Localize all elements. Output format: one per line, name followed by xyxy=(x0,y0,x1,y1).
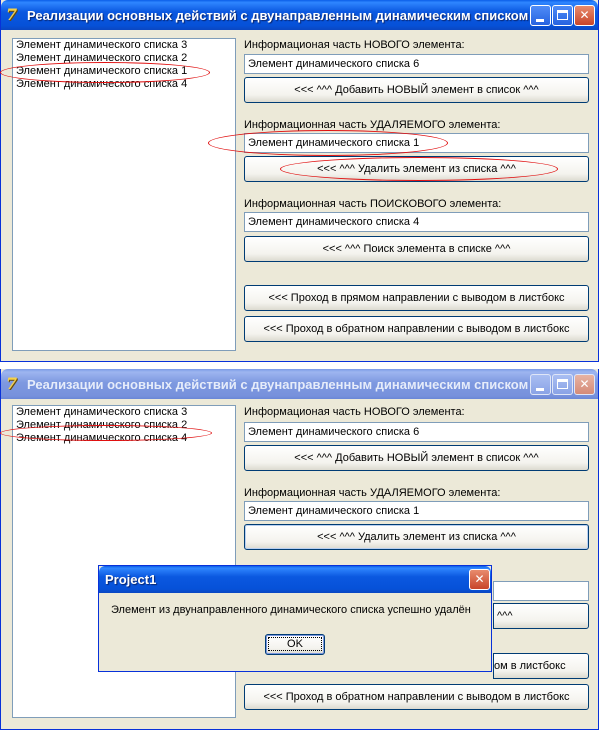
list-item[interactable]: Элемент динамического списка 4 xyxy=(16,432,188,444)
maximize-icon xyxy=(557,10,568,20)
main-window-after xyxy=(0,369,599,730)
list-item[interactable]: Элемент динамического списка 2 xyxy=(16,419,188,431)
delete-element-label: Информационная часть УДАЛЯЕМОГО элемента: xyxy=(244,487,501,499)
maximize-button[interactable] xyxy=(552,374,573,395)
new-element-input[interactable]: Элемент динамического списка 6 xyxy=(244,54,589,74)
main-window-before xyxy=(0,0,599,362)
minimize-icon xyxy=(536,19,544,22)
delete-element-button[interactable]: <<< ^^^ Удалить элемент из списка ^^^ xyxy=(244,524,589,550)
list-item[interactable]: Элемент динамического списка 3 xyxy=(16,406,188,418)
list-item[interactable]: Элемент динамического списка 4 xyxy=(16,78,188,90)
close-icon: ✕ xyxy=(474,572,485,586)
delete-element-input[interactable]: Элемент динамического списка 1 xyxy=(244,133,589,153)
delete-element-button[interactable]: <<< ^^^ Удалить элемент из списка ^^^ xyxy=(244,156,589,182)
highlight-ellipse-list-item xyxy=(0,62,210,83)
backward-traversal-button[interactable]: <<< Проход в обратном направлении с выводом в листбокс xyxy=(244,684,589,710)
title-bar[interactable] xyxy=(1,0,598,30)
ok-button-label: OK xyxy=(268,637,322,651)
maximize-button[interactable] xyxy=(552,5,573,26)
list-item[interactable]: Элемент динамического списка 3 xyxy=(16,39,188,51)
minimize-button[interactable] xyxy=(530,374,551,395)
forward-traversal-button[interactable]: <<< Проход в прямом направлении с выводом в листбокс xyxy=(244,285,589,311)
search-element-label: Информационная часть ПОИСКОВОГО элемента: xyxy=(244,198,502,210)
search-element-input[interactable]: Элемент динамического списка 4 xyxy=(244,212,589,232)
highlight-ellipse-delete-button xyxy=(280,157,558,181)
delphi-app-icon: 7 xyxy=(6,374,18,393)
maximize-icon xyxy=(557,379,568,389)
dialog-title-bar[interactable] xyxy=(99,566,491,593)
search-element-input[interactable] xyxy=(493,581,589,601)
backward-traversal-button[interactable]: <<< Проход в обратном направлении с выводом в листбокс xyxy=(244,316,589,342)
new-element-label: Информационая часть НОВОГО элемента: xyxy=(244,39,465,51)
message-dialog xyxy=(98,565,492,672)
list-item[interactable]: Элемент динамического списка 1 xyxy=(16,65,188,77)
new-element-input[interactable]: Элемент динамического списка 6 xyxy=(244,422,589,442)
close-button[interactable] xyxy=(574,374,595,395)
highlight-ellipse-list-item xyxy=(0,425,212,441)
title-bar-inactive[interactable] xyxy=(1,369,598,399)
delete-element-input[interactable]: Элемент динамического списка 1 xyxy=(244,501,589,521)
close-icon: ✕ xyxy=(579,377,590,391)
list-box[interactable] xyxy=(12,38,236,351)
ok-button[interactable] xyxy=(265,634,325,655)
highlight-ellipse-delete-input xyxy=(208,130,448,156)
close-icon: ✕ xyxy=(579,8,590,22)
new-element-label: Информационая часть НОВОГО элемента: xyxy=(244,406,465,418)
search-element-button[interactable]: ^^^ xyxy=(493,603,589,629)
dialog-close-button[interactable] xyxy=(469,569,490,590)
window-title: Реализации основных действий с двунаправленным динамическим списком xyxy=(27,377,529,392)
list-item[interactable]: Элемент динамического списка 2 xyxy=(16,52,188,64)
delete-element-label: Информационная часть УДАЛЯЕМОГО элемента: xyxy=(244,119,501,131)
delphi-app-icon: 7 xyxy=(6,5,18,24)
close-button[interactable] xyxy=(574,5,595,26)
add-element-button[interactable]: <<< ^^^ Добавить НОВЫЙ элемент в список ^^^ xyxy=(244,77,589,103)
forward-traversal-button[interactable]: ом в листбокс xyxy=(493,653,589,679)
minimize-icon xyxy=(536,388,544,391)
minimize-button[interactable] xyxy=(530,5,551,26)
add-element-button[interactable]: <<< ^^^ Добавить НОВЫЙ элемент в список ^^^ xyxy=(244,445,589,471)
dialog-message: Элемент из двунаправленного динамического списка успешно удалён xyxy=(111,604,471,616)
search-element-button[interactable]: <<< ^^^ Поиск элемента в списке ^^^ xyxy=(244,236,589,262)
window-title: Реализации основных действий с двунаправленным динамическим списком xyxy=(27,8,529,23)
dialog-title: Project1 xyxy=(105,572,157,587)
